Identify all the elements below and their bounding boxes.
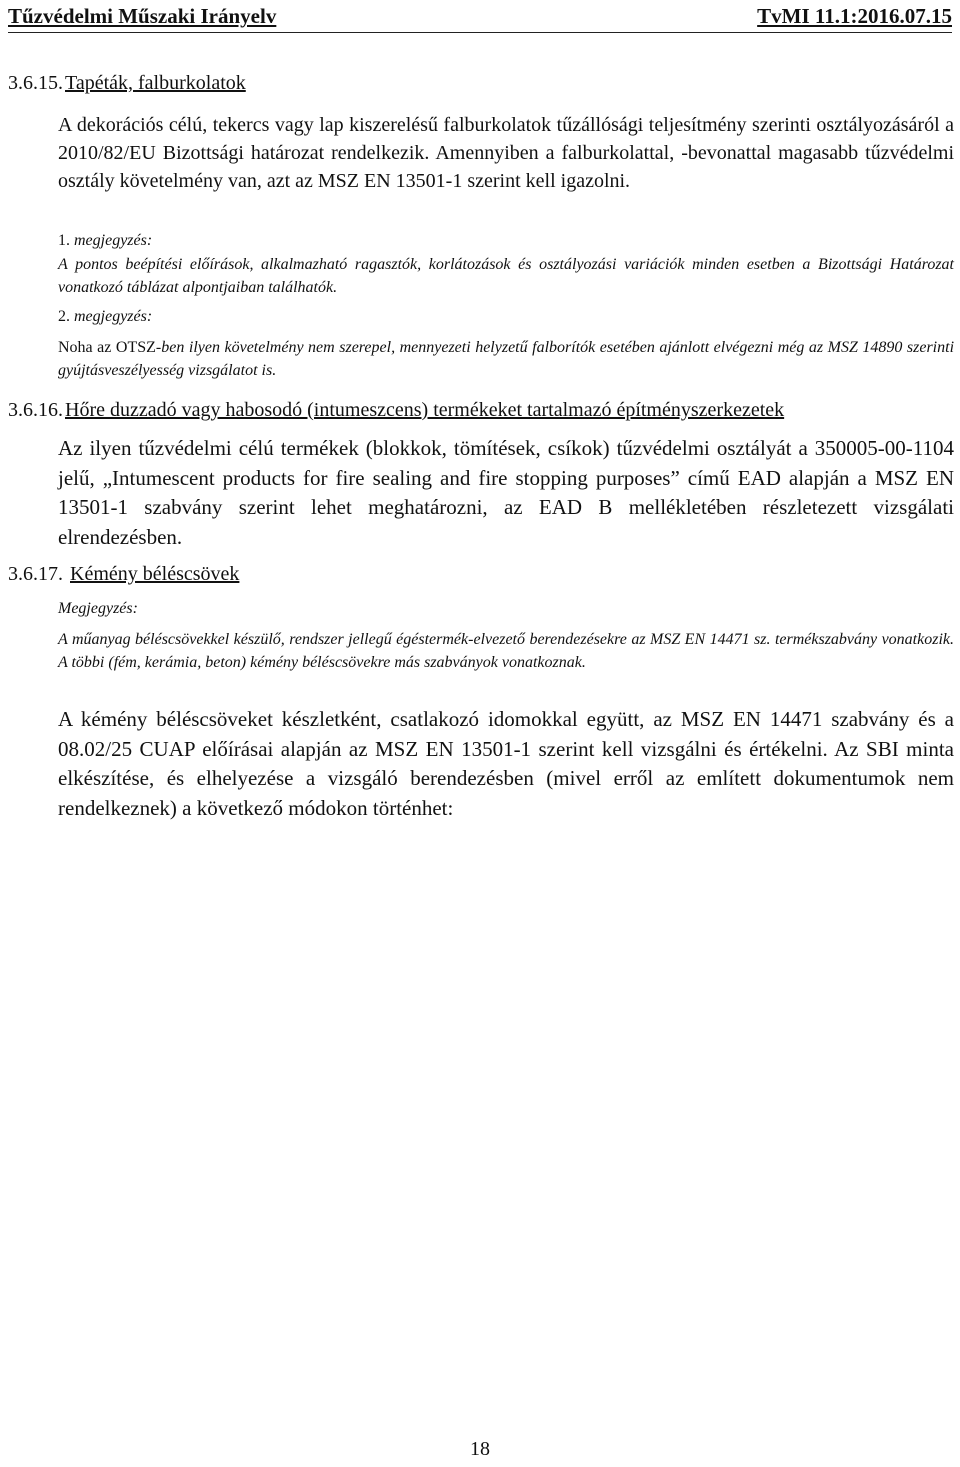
section-title: Tapéták, falburkolatok [65, 72, 246, 94]
note-1-label-text: megjegyzés: [74, 232, 153, 249]
note-2-rest: -ben ilyen követelmény nem szerepel, mennyezeti helyzetű falborítók esetében ajánlott elvégezni még az MSZ 14890 szerinti gyújtásveszélyesség vizsgálatot is. [58, 339, 955, 379]
section-number: 3.6.17. [8, 563, 63, 585]
note-2-number: 2. [58, 308, 70, 325]
section-number: 3.6.16. [8, 399, 63, 421]
section-title: Kémény béléscsövek [70, 563, 240, 585]
note-2-otsz: OTSZ [115, 339, 156, 356]
header-document-title: Tűzvédelmi Műszaki Irányelv [8, 4, 277, 28]
note-2-label-text: megjegyzés: [74, 308, 153, 325]
note-1-text: A pontos beépítési előírások, alkalmazható ragasztók, korlátozások és osztályozási variációk minden esetben a Bizottsági Határozat vonatkozó táblázat alpontjaiban találhatók. [58, 256, 954, 296]
section-heading-3-6-17 [8, 561, 239, 587]
section-number: 3.6.15. [8, 72, 63, 94]
note-3-text: A műanyag béléscsövekkel készülő, rendszer jellegű égéstermék-elvezető berendezésekre az MSZ EN 14471 sz. termékszabvány vonatkozik. A többi (fém, kerámia, beton) kémény béléscsövekre más szabványok vonatkoznak. [58, 631, 954, 671]
note-1-label [58, 230, 152, 252]
section-3-6-15-body: A dekorációs célú, tekercs vagy lap kiszerelésű falburkolatok tűzállósági teljesítmény szerinti osztályozásáról a 2010/82/EU Bizottsági határozat rendelkezik. Amennyiben a falburkolattal, -bevonattal magasabb tűzvédelmi osztály követelmény van, azt az MSZ EN 13501-1 szerint kell igazolni. [58, 114, 954, 192]
page-header [8, 2, 952, 33]
note-2-label [58, 306, 152, 328]
section-heading-3-6-15 [8, 70, 246, 96]
section-3-6-16-body: Az ilyen tűzvédelmi célú termékek (blokkok, tömítések, csíkok) tűzvédelmi osztályát a 350005-00-1104 jelű, „Intumescent products for fire sealing and fire stopping purposes” című EAD alapján a MSZ EN 13501-1 szabvány szerint lehet meghatározni, az EAD B mellékletében részletezett vizsgálati elrendezésben. [58, 436, 954, 549]
note-2-text [58, 336, 954, 382]
page-number: 18 [470, 1438, 490, 1460]
note-3-label: Megjegyzés: [58, 600, 138, 617]
section-heading-3-6-16 [8, 397, 784, 423]
section-3-6-17-body: A kémény béléscsöveket készletként, csatlakozó idomokkal együtt, az MSZ EN 14471 szabvány és a 08.02/25 CUAP előírásai alapján az MSZ EN 13501-1 szerint kell vizsgálni és értékelni. Az SBI minta elkészítése, és elhelyezése a vizsgáló berendezésben (mivel erről az említett dokumentumok nem rendelkeznek) a következő módokon történhet: [58, 707, 954, 820]
note-1-number: 1. [58, 232, 70, 249]
section-title: Hőre duzzadó vagy habosodó (intumeszcens) termékeket tartalmazó építményszerkezetek [65, 399, 785, 421]
note-2-prefix: Noha az [58, 339, 112, 356]
header-document-code: TvMI 11.1:2016.07.15 [757, 4, 952, 28]
